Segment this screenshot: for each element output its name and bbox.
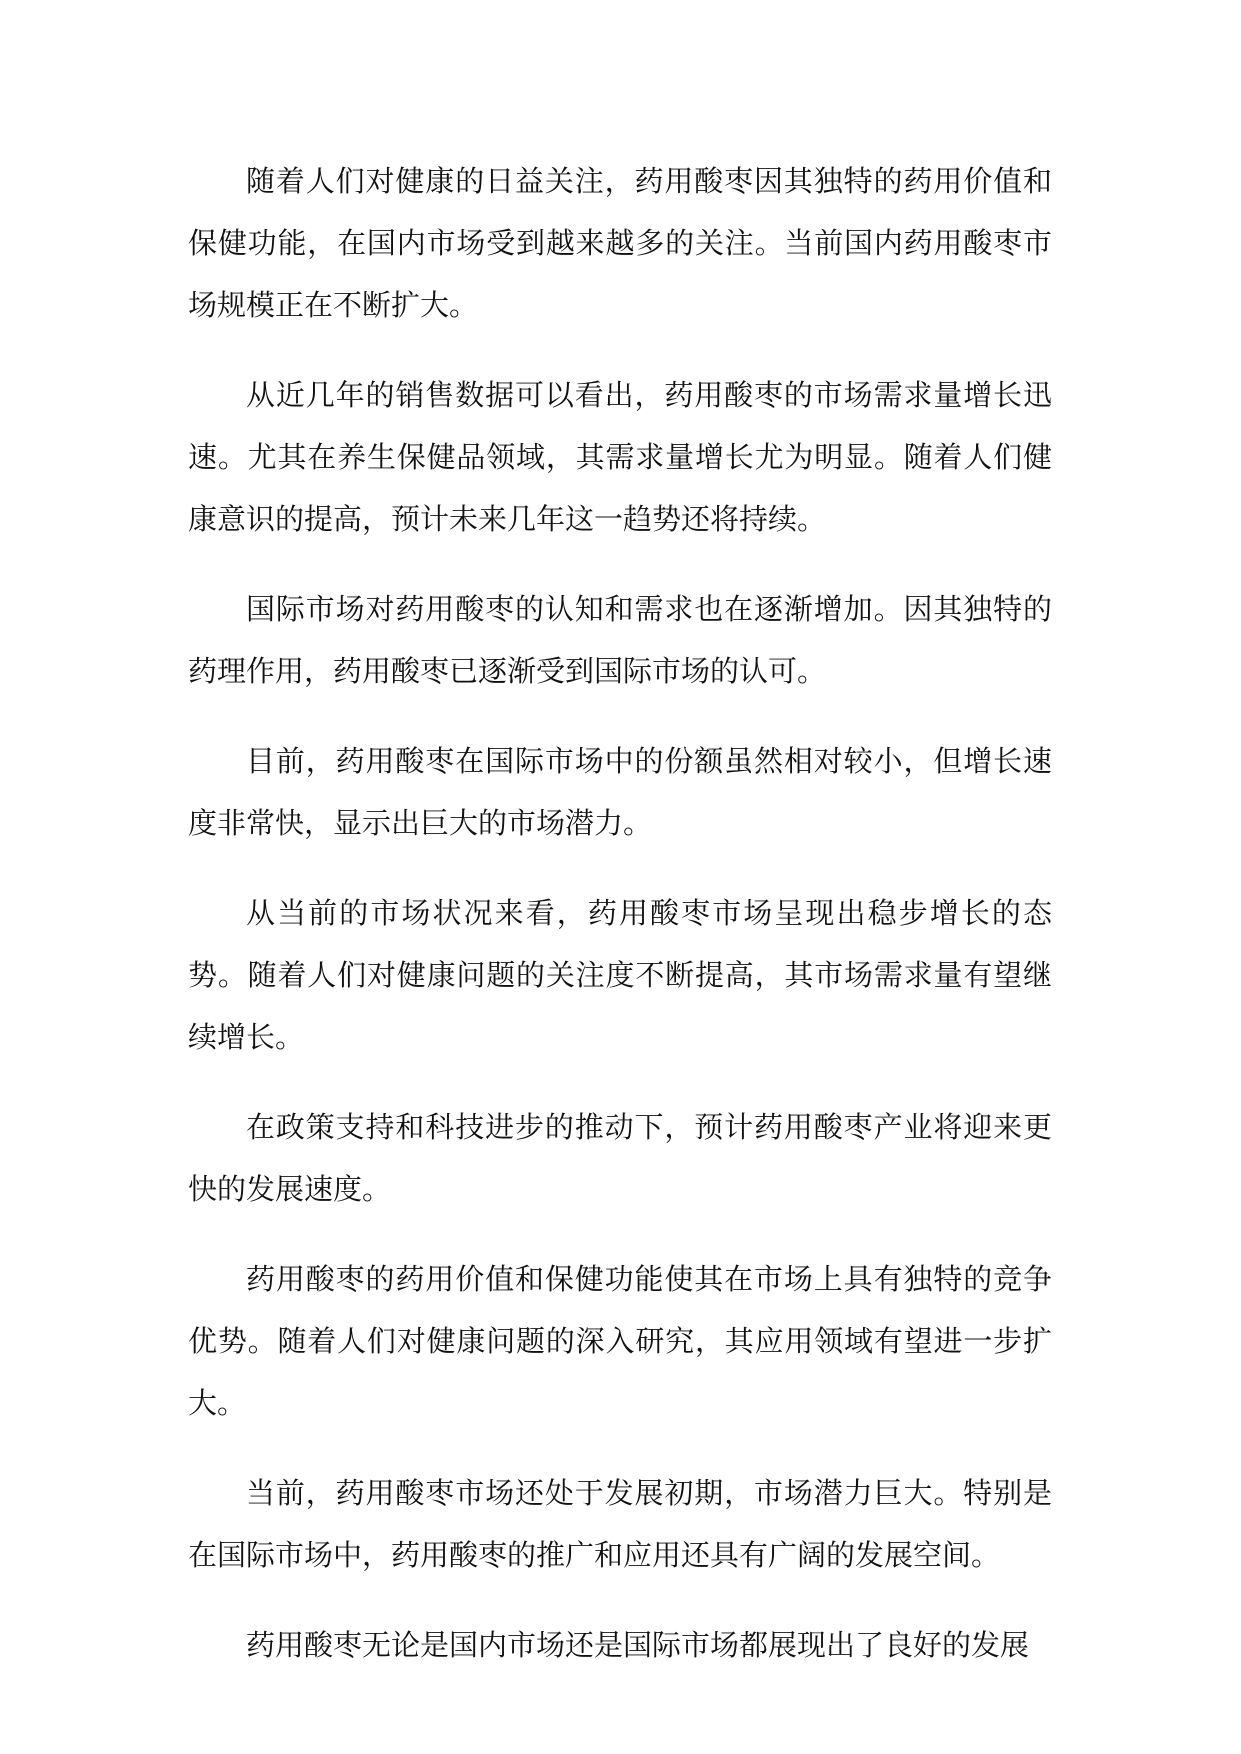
- paragraph-8: 当前，药用酸枣市场还处于发展初期，市场潜力巨大。特别是在国际市场中，药用酸枣的推广和应用还具有广阔的发展空间。: [188, 1476, 1052, 1572]
- paragraph-9: 药用酸枣无论是国内市场还是国际市场都展现出了良好的发展: [246, 1628, 1030, 1662]
- paragraph-5: 从当前的市场状况来看，药用酸枣市场呈现出稳步增长的态势。随着人们对健康问题的关注度不断提高，其市场需求量有望继续增长。: [188, 896, 1052, 1054]
- paragraph-4: 目前，药用酸枣在国际市场中的份额虽然相对较小，但增长速度非常快，显示出巨大的市场潜力。: [188, 744, 1052, 840]
- paragraph-3: 国际市场对药用酸枣的认知和需求也在逐渐增加。因其独特的药理作用，药用酸枣已逐渐受到国际市场的认可。: [188, 592, 1052, 688]
- paragraph-6: 在政策支持和科技进步的推动下，预计药用酸枣产业将迎来更快的发展速度。: [188, 1110, 1052, 1206]
- paragraph-2: 从近几年的销售数据可以看出，药用酸枣的市场需求量增长迅速。尤其在养生保健品领域，其需求量增长尤为明显。随着人们健康意识的提高，预计未来几年这一趋势还将持续。: [188, 378, 1052, 536]
- paragraph-1: 随着人们对健康的日益关注，药用酸枣因其独特的药用价值和保健功能，在国内市场受到越来越多的关注。当前国内药用酸枣市场规模正在不断扩大。: [188, 164, 1052, 322]
- paragraph-7: 药用酸枣的药用价值和保健功能使其在市场上具有独特的竞争优势。随着人们对健康问题的深入研究，其应用领域有望进一步扩大。: [188, 1262, 1052, 1420]
- document-body: [188, 150, 1052, 1704]
